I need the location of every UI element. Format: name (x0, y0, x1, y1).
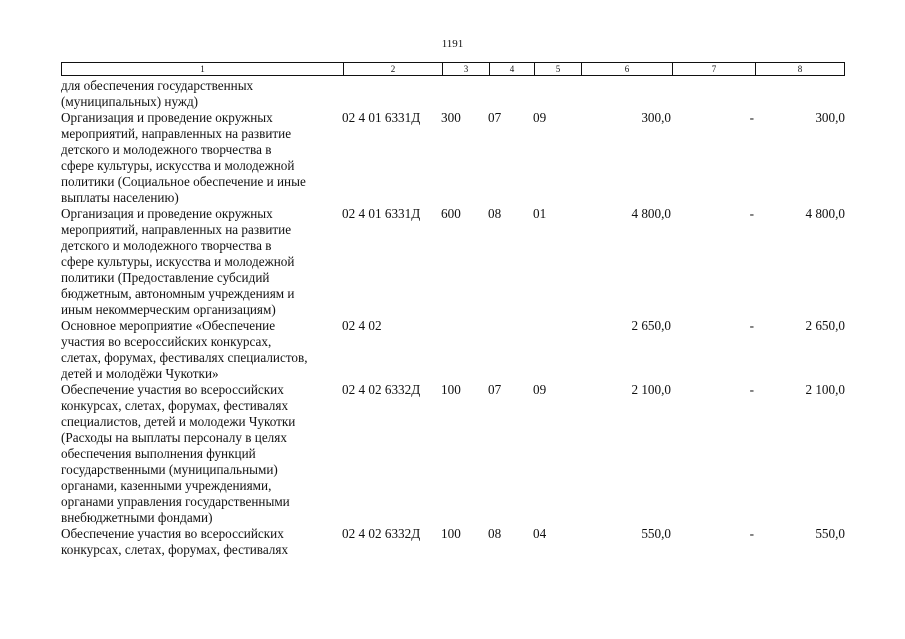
header-col-7: 7 (672, 63, 755, 75)
row-amount-6: 550,0 (641, 526, 671, 541)
row-subsection: 09 (533, 110, 547, 125)
description-line: внебюджетными фондами) (61, 510, 213, 525)
header-col-5: 5 (534, 63, 581, 75)
header-col-1: 1 (200, 64, 205, 74)
row-description (61, 206, 345, 318)
row-subsection: 09 (533, 382, 547, 397)
description-line: (муниципальных) нужд) (61, 94, 199, 109)
row-amount-8: 2 100,0 (805, 382, 845, 397)
row-amount-6: 300,0 (641, 110, 671, 125)
row-amount-7: - (749, 382, 754, 397)
description-line: бюджетным, автономным учреждениям и (61, 286, 295, 301)
description-line: Обеспечение участия во всероссийских (61, 382, 284, 397)
header-col-8: 8 (755, 63, 844, 75)
description-line: конкурсах, слетах, форумах, фестивалях (61, 542, 289, 557)
row-amount-7: - (749, 206, 754, 221)
page-number: 1191 (441, 38, 464, 50)
description-line: политики (Социальное обеспечение и иные (61, 174, 306, 189)
row-description (61, 78, 345, 110)
description-line: детей и молодёжи Чукотки» (61, 366, 219, 381)
description-line: органами управления государственными (61, 494, 290, 509)
row-amount-8: 300,0 (815, 110, 845, 125)
table-row (61, 206, 845, 318)
row-amount-8: 550,0 (815, 526, 845, 541)
description-line: специалистов, детей и молодежи Чукотки (61, 414, 296, 429)
description-line: участия во всероссийских конкурсах, (61, 334, 272, 349)
row-amount-6: 2 100,0 (631, 382, 671, 397)
description-line: сфере культуры, искусства и молодежной (61, 254, 295, 269)
row-section: 07 (488, 110, 502, 125)
header-col-2: 2 (343, 63, 442, 75)
description-line: мероприятий, направленных на развитие (61, 126, 292, 141)
description-line: Обеспечение участия во всероссийских (61, 526, 284, 541)
description-line: обеспечения выполнения функций (61, 446, 256, 461)
description-line: конкурсах, слетах, форумах, фестивалях (61, 398, 289, 413)
table-body (61, 78, 845, 558)
row-expense-type: 100 (441, 526, 461, 541)
row-amount-7: - (749, 526, 754, 541)
description-line: государственными (муниципальными) (61, 462, 278, 477)
description-line: сфере культуры, искусства и молодежной (61, 158, 295, 173)
description-line: выплаты населению) (61, 190, 179, 205)
table-row (61, 382, 845, 526)
header-col-6: 6 (581, 63, 672, 75)
row-amount-7: - (749, 110, 754, 125)
row-description (61, 110, 345, 206)
row-amount-8: 2 650,0 (805, 318, 845, 333)
table-row (61, 318, 845, 382)
row-amount-6: 4 800,0 (631, 206, 671, 221)
row-amount-6: 2 650,0 (631, 318, 671, 333)
description-line: иным некоммерческим организациям) (61, 302, 276, 317)
header-col-3: 3 (442, 63, 489, 75)
header-col-4: 4 (489, 63, 534, 75)
description-line: Организация и проведение окружных (61, 206, 273, 221)
table-row (61, 526, 845, 558)
row-description (61, 382, 345, 526)
description-line: мероприятий, направленных на развитие (61, 222, 292, 237)
description-line: детского и молодежного творчества в (61, 142, 272, 157)
description-line: органами, казенными учреждениями, (61, 478, 272, 493)
row-code: 02 4 02 (342, 318, 382, 333)
row-amount-8: 4 800,0 (805, 206, 845, 221)
row-amount-7: - (749, 318, 754, 333)
row-expense-type: 100 (441, 382, 461, 397)
description-line: (Расходы на выплаты персоналу в целях (61, 430, 287, 445)
row-expense-type: 300 (441, 110, 461, 125)
description-line: Организация и проведение окружных (61, 110, 273, 125)
row-subsection: 01 (533, 206, 547, 221)
row-description (61, 318, 361, 382)
row-expense-type: 600 (441, 206, 461, 221)
row-code: 02 4 02 6332Д (342, 382, 421, 397)
description-line: слетах, форумах, фестивалях специалистов, (61, 350, 308, 365)
description-line: детского и молодежного творчества в (61, 238, 272, 253)
description-line: для обеспечения государственных (61, 78, 254, 93)
table-header (61, 62, 845, 76)
table-row (61, 78, 845, 110)
table-row (61, 110, 845, 206)
description-line: Основное мероприятие «Обеспечение (61, 318, 276, 333)
description-line: политики (Предоставление субсидий (61, 270, 270, 285)
row-section: 07 (488, 382, 502, 397)
row-code: 02 4 02 6332Д (342, 526, 421, 541)
row-section: 08 (488, 526, 502, 541)
row-code: 02 4 01 6331Д (342, 110, 421, 125)
row-code: 02 4 01 6331Д (342, 206, 421, 221)
row-section: 08 (488, 206, 502, 221)
row-subsection: 04 (533, 526, 547, 541)
row-description (61, 526, 345, 558)
